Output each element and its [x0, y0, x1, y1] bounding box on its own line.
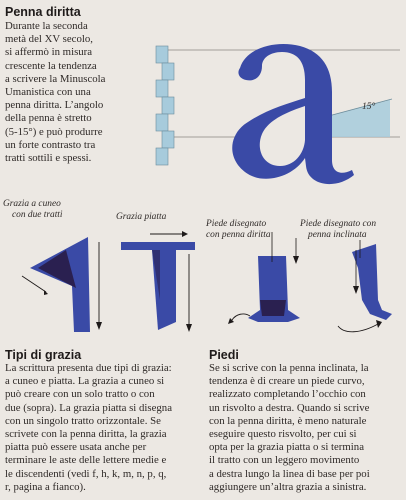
piedi-line: il tratto con un leggero movimento: [209, 454, 360, 467]
piedi-line: realizzato completando l’occhio con: [209, 388, 366, 401]
intro-line: Durante la seconda: [5, 20, 88, 32]
caption-line: Piede disegnato: [206, 219, 267, 229]
piedi-line: opta per la grazia piatta o si termina: [209, 441, 364, 454]
intro-line: metà del XV secolo,: [5, 33, 93, 46]
intro-line: a scrivere la Minuscola: [5, 72, 106, 85]
tipi-line: due (sopra). La grazia piatta si disegna: [5, 401, 172, 414]
tipi-title: Tipi di grazia: [5, 348, 82, 362]
intro-line: crescente la tendenza: [5, 59, 97, 72]
tipi-line: può creare con un solo tratto o con: [5, 388, 155, 401]
caption-line: penna inclinata: [308, 230, 367, 240]
tipi-paragraph: [5, 362, 201, 494]
caption-line: Piede disegnato con: [300, 219, 377, 229]
example-foot-straight-pen: [228, 232, 300, 324]
curve-arrow: [232, 314, 250, 320]
tipi-line: piatta può essere usata anche per: [5, 441, 147, 454]
piedi-paragraph: [209, 362, 405, 494]
caption-line: con due tratti: [12, 210, 63, 220]
tipi-line: le discendenti (vedi f, h, k, m, n, p, q,: [5, 467, 167, 480]
piedi-line: tendenza è di creare un piede curvo,: [209, 375, 365, 388]
tipi-line: La scrittura presenta due tipi di grazia:: [5, 362, 172, 374]
angle-label: 15°: [362, 102, 376, 112]
intro-line: (5-15°) e può produrre: [5, 125, 103, 138]
example-flat-serif: [121, 231, 195, 332]
intro-line: tratti sottili e spessi.: [5, 152, 92, 165]
piedi-line: Se si scrive con la penna inclinata, la: [209, 362, 369, 374]
curve-arrow: [338, 324, 378, 332]
piedi-title: Piedi: [209, 348, 239, 362]
caption-line: Grazia piatta: [116, 212, 167, 222]
tipi-line: scrivete con la penna diritta, la grazia: [5, 428, 167, 441]
tipi-line: a cuneo e piatta. La grazia a cuneo si: [5, 375, 165, 388]
intro-line: penna diritta. L’angolo: [5, 99, 104, 112]
caption-line: con penna diritta: [206, 230, 271, 240]
intro-line: della penna è stretto: [5, 112, 92, 125]
stroke-arrow: [22, 276, 46, 292]
piedi-line: a destra lungo la linea di base per poi: [209, 467, 370, 480]
intro-line: Umanistica con una: [5, 86, 91, 99]
intro-line: un forte contrasto tra: [5, 138, 96, 151]
caption-line: Grazia a cuneo: [3, 199, 61, 209]
piedi-line: aggiungere un’altra grazia a sinistra.: [209, 480, 367, 493]
intro-line: si affermò in misura: [5, 46, 93, 59]
tipi-line: con un singolo tratto orizzontale. Se: [5, 414, 161, 427]
example-wedge-serif: [22, 237, 102, 332]
tipi-line: r, pagina a fianco).: [5, 480, 86, 493]
example-foot-slanted-pen: [338, 240, 392, 332]
tipi-line: terminare le aste delle lettere medie e: [5, 454, 167, 467]
piedi-line: un risvolto a destra. Quando si scrive: [209, 401, 370, 414]
intro-title: Penna diritta: [5, 5, 81, 19]
piedi-line: con la penna diritta, è meno naturale: [209, 414, 367, 427]
piedi-line: eseguire questo risvolto, per cui si: [209, 428, 357, 441]
